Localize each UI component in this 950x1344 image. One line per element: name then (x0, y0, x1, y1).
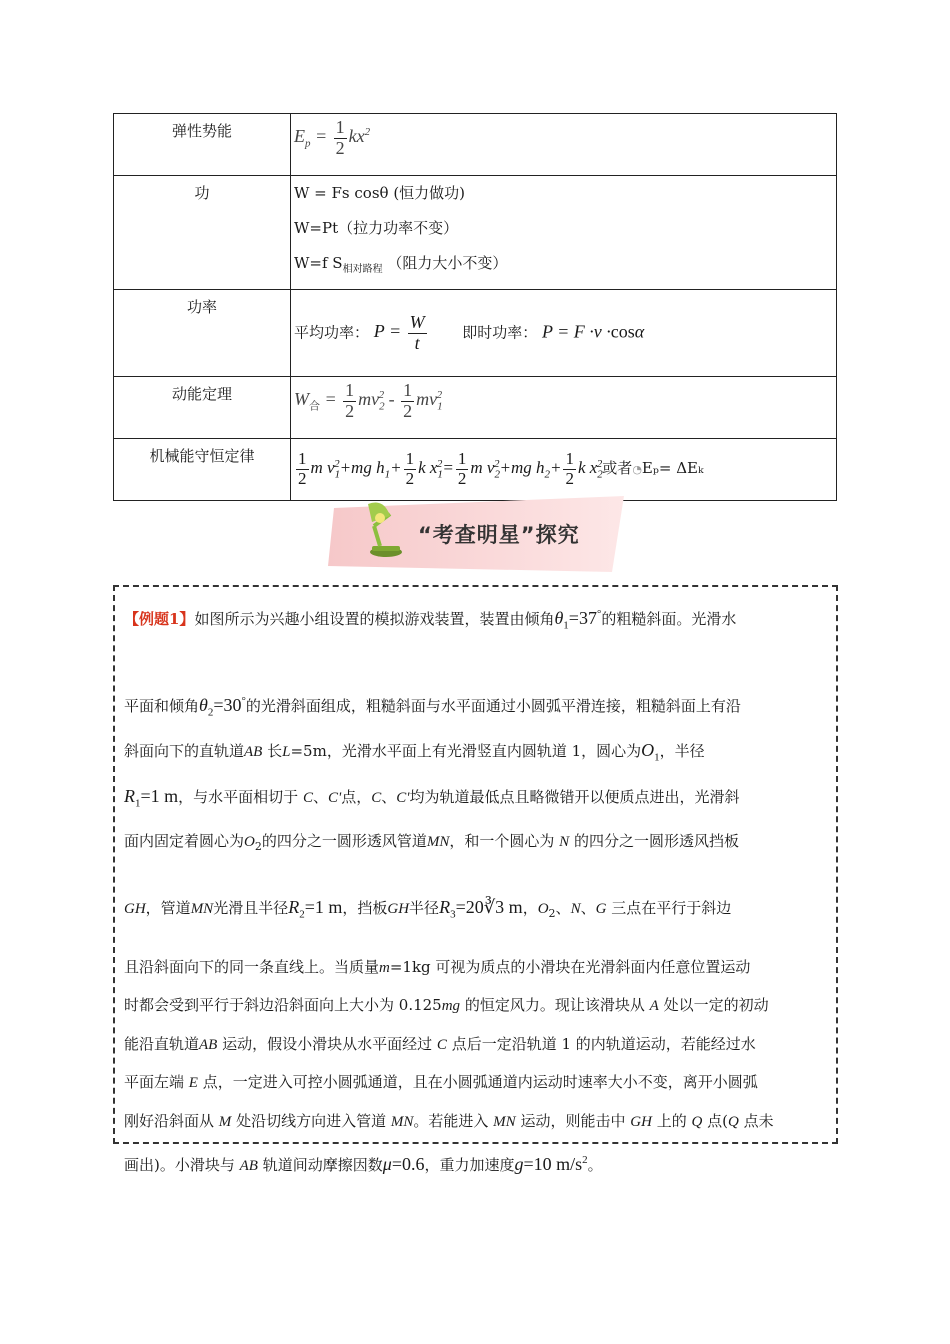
or-text: 或者 (602, 459, 633, 478)
ex-text: 半径 (409, 899, 440, 918)
ex-text: 光滑且半径 (213, 899, 289, 918)
ex-text: 如图所示为兴趣小组设置的模拟游戏装置，装置由倾角 (194, 610, 555, 628)
ex-text: 点未 (743, 1111, 774, 1130)
ex-text: 平面左端 (124, 1073, 185, 1092)
inst-power-formula: P = F ·v ·cosα (541, 321, 645, 342)
row-name-power: 功率 (114, 290, 291, 377)
work-line-3 (294, 250, 833, 285)
ex-text: 上的 (656, 1111, 687, 1130)
ex-text: 的四分之一圆形透风挡板 (573, 831, 739, 850)
ex-text: ，管道 (145, 899, 191, 918)
ex-text: 。若能进入 (413, 1111, 489, 1130)
row-name-conservation: 机械能守恒定律 (114, 439, 291, 501)
work-line-2: W=Pt（拉力功率不变） (294, 219, 459, 237)
formula-kinetic: $W_合$ = $\frac{1}{2}$ $mv_2^2$ - $\frac{1}{2}$ $mv_1^2$ (291, 377, 837, 439)
row-name-elastic: 弹性势能 (114, 114, 291, 176)
ex-text: ，半径 (659, 742, 705, 761)
ex-text: 处以一定的初动 (663, 996, 769, 1015)
ex-text: ，重力加速度 (424, 1155, 515, 1174)
ex-text: 刚好沿斜面从 (124, 1111, 215, 1130)
ex-text: ，和一个圆心为 (449, 831, 555, 850)
ex-text: ，挡板 (342, 899, 388, 918)
banner-title: “考查明星”探究 (418, 523, 580, 547)
ex-text: 、 (312, 787, 328, 806)
ex-text: 的四分之一圆形透风管道 (261, 831, 427, 850)
ex-text: 斜面向下的直轨道 (124, 742, 245, 761)
formula-power (291, 290, 837, 377)
ex-text: 长 (267, 742, 283, 761)
ex-text: 面内固定着圆心为 (124, 831, 245, 850)
ex-text: 能沿直轨道 (124, 1034, 200, 1053)
ex-text: 的粗糙斜面。光滑水 (601, 610, 737, 628)
row-name-work: 功 (114, 176, 291, 290)
ex-text: 。 (587, 1155, 603, 1174)
energy-alt: Eₚ= ΔEₖ (641, 459, 704, 478)
formula-elastic: $E_p$ = $\frac{1}{2}$ $kx^2$ (291, 114, 837, 176)
ex-text: =1kg 可视为质点的小滑块在光滑斜面内任意位置运动 (389, 957, 751, 976)
avg-power-formula: P = $\frac{W}{t}$ (373, 311, 425, 353)
example-text: 【例题1】如图所示为兴趣小组设置的模拟游戏装置，装置由倾角$\theta_1=37^\circ$的粗糙斜面。光滑水 平面和倾角$\theta_2=30^\circ$的光滑斜面组成，粗糙斜面与水平面通过小圆弧平滑连接，粗糙斜面上有沿 斜面向下的直轨道AB 长L=5m，光滑水平面上有光滑竖直内圆轨道 1，圆心为$O_1$，半径 $R_1=1$ m，与水平面相切于 C、C'点，C、C'均为轨道最低点且略微错开以便质点进出，光滑斜 面内固定着圆心为$O_2$的四分之一圆形透风管道MN，和一个圆心为 N 的四分之一圆形透风挡板 GH，管道MN光滑且半径$R_2=1$ m，挡板GH半径$R_3=20∛3$ m，$O_2$、N、G 三点在平行于斜边 且沿斜面向下的同一条直线上。当质量m=1kg 可视为质点的小滑块在光滑斜面内任意位置运动 时都会受到平行于斜边沿斜面向上大小为 0.125mg 的恒定风力。现让该滑块从 A 处以一定的初动 能沿直轨道AB 运动，假设小滑块从水平面经过 C 点后一定沿轨道 1 的内轨道运动，若能经过水 平面左端 E 点，一定进入可控小圆弧通道，且在小圆弧通道内运动时速率大小不变，离开小圆弧 刚好沿斜面从 M 处沿切线方向进入管道 MN。若能进入 MN 运动，则能击中 GH 上的 Q 点(Q 点未 画出)。小滑块与 AB 轨道间动摩擦因数μ=0.6，重力加速度g=10 $m/s^2$。 (124, 608, 774, 1174)
ex-text: 运动，假设小滑块从水平面经过 (222, 1034, 433, 1053)
example-tag: 【例题1】 (124, 610, 195, 628)
ex-text: ，与水平面相切于 (178, 787, 299, 806)
ex-text: =5m，光滑水平面上有光滑竖直内圆轨道 1，圆心为 (290, 742, 642, 761)
ex-text: 平面和倾角 (124, 697, 200, 716)
formula-table (113, 113, 837, 501)
work-f-prefix: W=f S (294, 254, 343, 272)
work-f-note: （阻力大小不变） (387, 254, 508, 272)
ex-text: 且沿斜面向下的同一条直线上。当质量 (124, 957, 380, 976)
avg-power-label: 平均功率： (294, 323, 370, 342)
ex-text: 轨道间动摩擦因数 (262, 1155, 383, 1174)
work-f-sub: 相对路程 (342, 264, 383, 275)
work-line-1: W = Fs cosθ (恒力做功) (294, 184, 466, 202)
ex-text: 三点在平行于斜边 (611, 899, 732, 918)
ex-text: 均为轨道最低点且略微错开以便质点进出，光滑斜 (409, 787, 740, 806)
ex-text: 点， (341, 787, 372, 806)
ex-text: 处沿切线方向进入管道 (236, 1111, 387, 1130)
ex-text: 时都会受到平行于斜边沿斜面向上大小为 0.125 (124, 996, 442, 1015)
ex-text: 的光滑斜面组成，粗糙斜面与水平面通过小圆弧平滑连接，粗糙斜面上有沿 (245, 697, 741, 716)
row-name-kinetic: 动能定理 (114, 377, 291, 439)
formula-conservation: $\frac{1}{2}$ m $v_1^2+mg$ $h_1+$ $\frac{1}{2}$ k $x_1^2=$ $\frac{1}{2}$ m $v_2^2+mg$ $h_2+$ $\frac{1}{2}$ k $x_2^2$或者◔Eₚ= ΔEₖ (291, 439, 837, 501)
ex-text: 的恒定风力。现让该滑块从 (464, 996, 645, 1015)
inst-power-label: 即时功率： (462, 323, 538, 342)
formula-work (291, 176, 837, 290)
ex-text: 运动，则能击中 (520, 1111, 626, 1130)
ex-text: 画出)。小滑块与 (124, 1155, 235, 1174)
ex-text: 点，一定进入可控小圆弧通道，且在小圆弧通道内运动时速率大小不变，离开小圆弧 (202, 1073, 758, 1092)
ex-text: 点( (707, 1111, 728, 1130)
ex-text: 点后一定沿轨道 1 的内轨道运动，若能经过水 (451, 1034, 756, 1053)
